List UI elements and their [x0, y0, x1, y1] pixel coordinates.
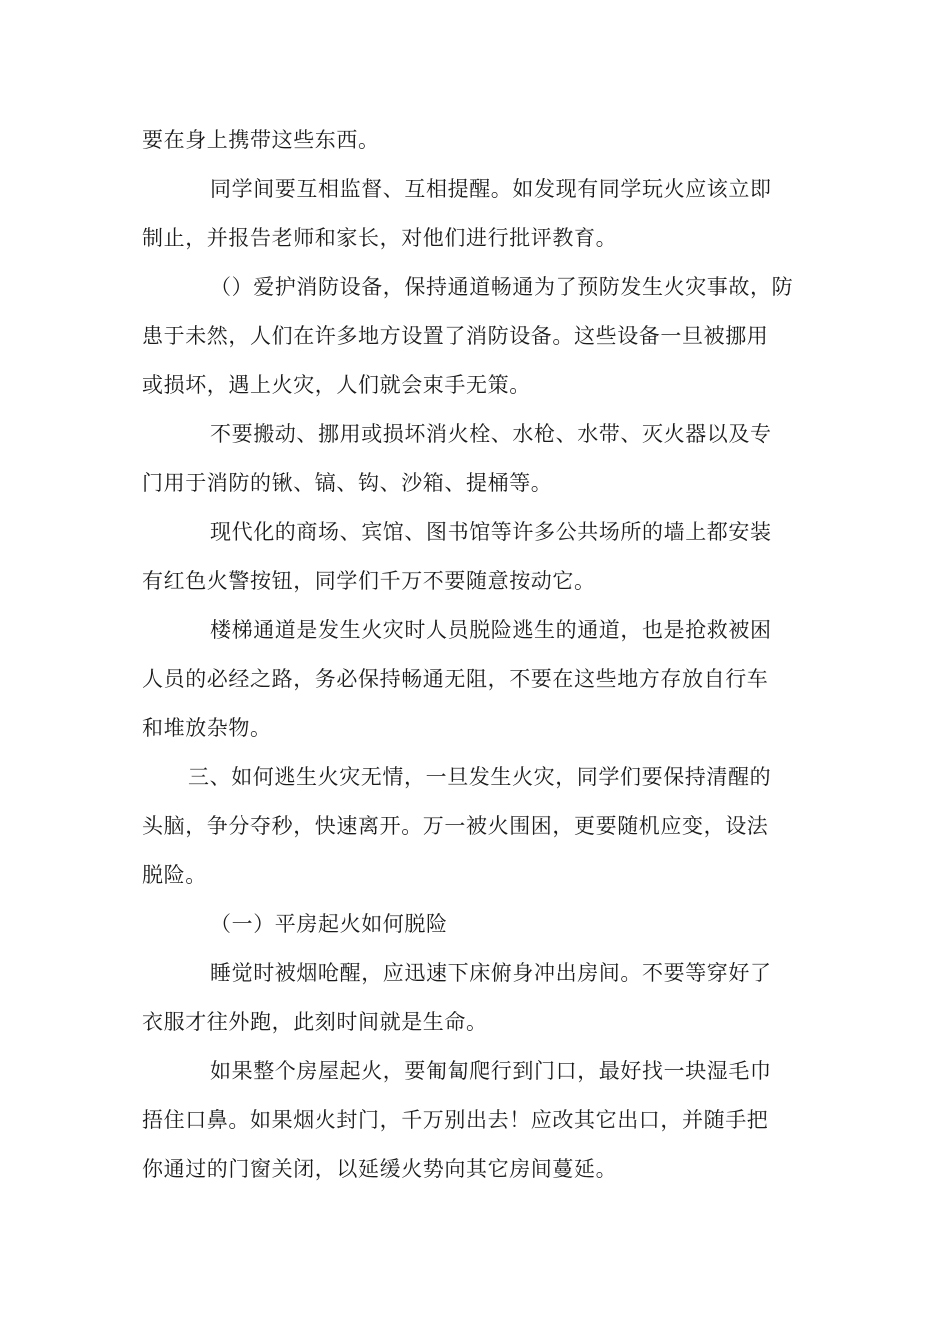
text-line: 门用于消防的锹、镐、钩、沙箱、提桶等。 — [142, 471, 553, 495]
text-line: （一）平房起火如何脱险 — [210, 912, 448, 936]
text-line: 头脑，争分夺秒，快速离开。万一被火围困，更要随机应变，设法 — [142, 814, 769, 838]
text-line: 三、如何逃生火灾无情，一旦发生火灾，同学们要保持清醒的 — [188, 765, 772, 789]
text-line: 有红色火警按钮，同学们千万不要随意按动它。 — [142, 569, 596, 593]
text-line: 捂住口鼻。如果烟火封门，千万别出去！应改其它出口，并随手把 — [142, 1108, 769, 1132]
text-line: 如果整个房屋起火，要匍匐爬行到门口，最好找一块湿毛巾 — [210, 1059, 772, 1083]
text-line: （）爱护消防设备，保持通道畅通为了预防发生火灾事故，防 — [210, 275, 794, 299]
text-line: 同学间要互相监督、互相提醒。如发现有同学玩火应该立即 — [210, 177, 772, 201]
document-body — [142, 116, 808, 1194]
paragraph-10 — [142, 1047, 808, 1194]
text-line: 人员的必经之路，务必保持畅通无阻，不要在这些地方存放自行车 — [142, 667, 769, 691]
text-line: 睡觉时被烟呛醒，应迅速下床俯身冲出房间。不要等穿好了 — [210, 961, 772, 985]
paragraph-1 — [142, 116, 808, 165]
paragraph-6 — [142, 606, 808, 753]
text-line: 楼梯通道是发生火灾时人员脱险逃生的通道，也是抢救被困 — [210, 618, 772, 642]
section-heading-escape — [142, 753, 808, 900]
paragraph-2 — [142, 165, 808, 263]
text-line: 制止，并报告老师和家长，对他们进行批评教育。 — [142, 226, 618, 250]
text-line: 脱险。 — [142, 863, 207, 887]
text-line: 不要搬动、挪用或损坏消火栓、水枪、水带、灭火器以及专 — [210, 422, 772, 446]
text-line: 或损坏，遇上火灾，人们就会束手无策。 — [142, 373, 531, 397]
paragraph-5 — [142, 508, 808, 606]
text-line: 和堆放杂物。 — [142, 716, 272, 740]
text-line: 你通过的门窗关闭，以延缓火势向其它房间蔓延。 — [142, 1157, 618, 1181]
subsection-heading — [142, 900, 808, 949]
paragraph-3 — [142, 263, 808, 410]
text-line: 衣服才往外跑，此刻时间就是生命。 — [142, 1010, 488, 1034]
paragraph-9 — [142, 949, 808, 1047]
text-line: 患于未然，人们在许多地方设置了消防设备。这些设备一旦被挪用 — [142, 324, 769, 348]
text-line: 要在身上携带这些东西。 — [142, 128, 380, 152]
text-line: 现代化的商场、宾馆、图书馆等许多公共场所的墙上都安装 — [210, 520, 772, 544]
paragraph-4 — [142, 410, 808, 508]
